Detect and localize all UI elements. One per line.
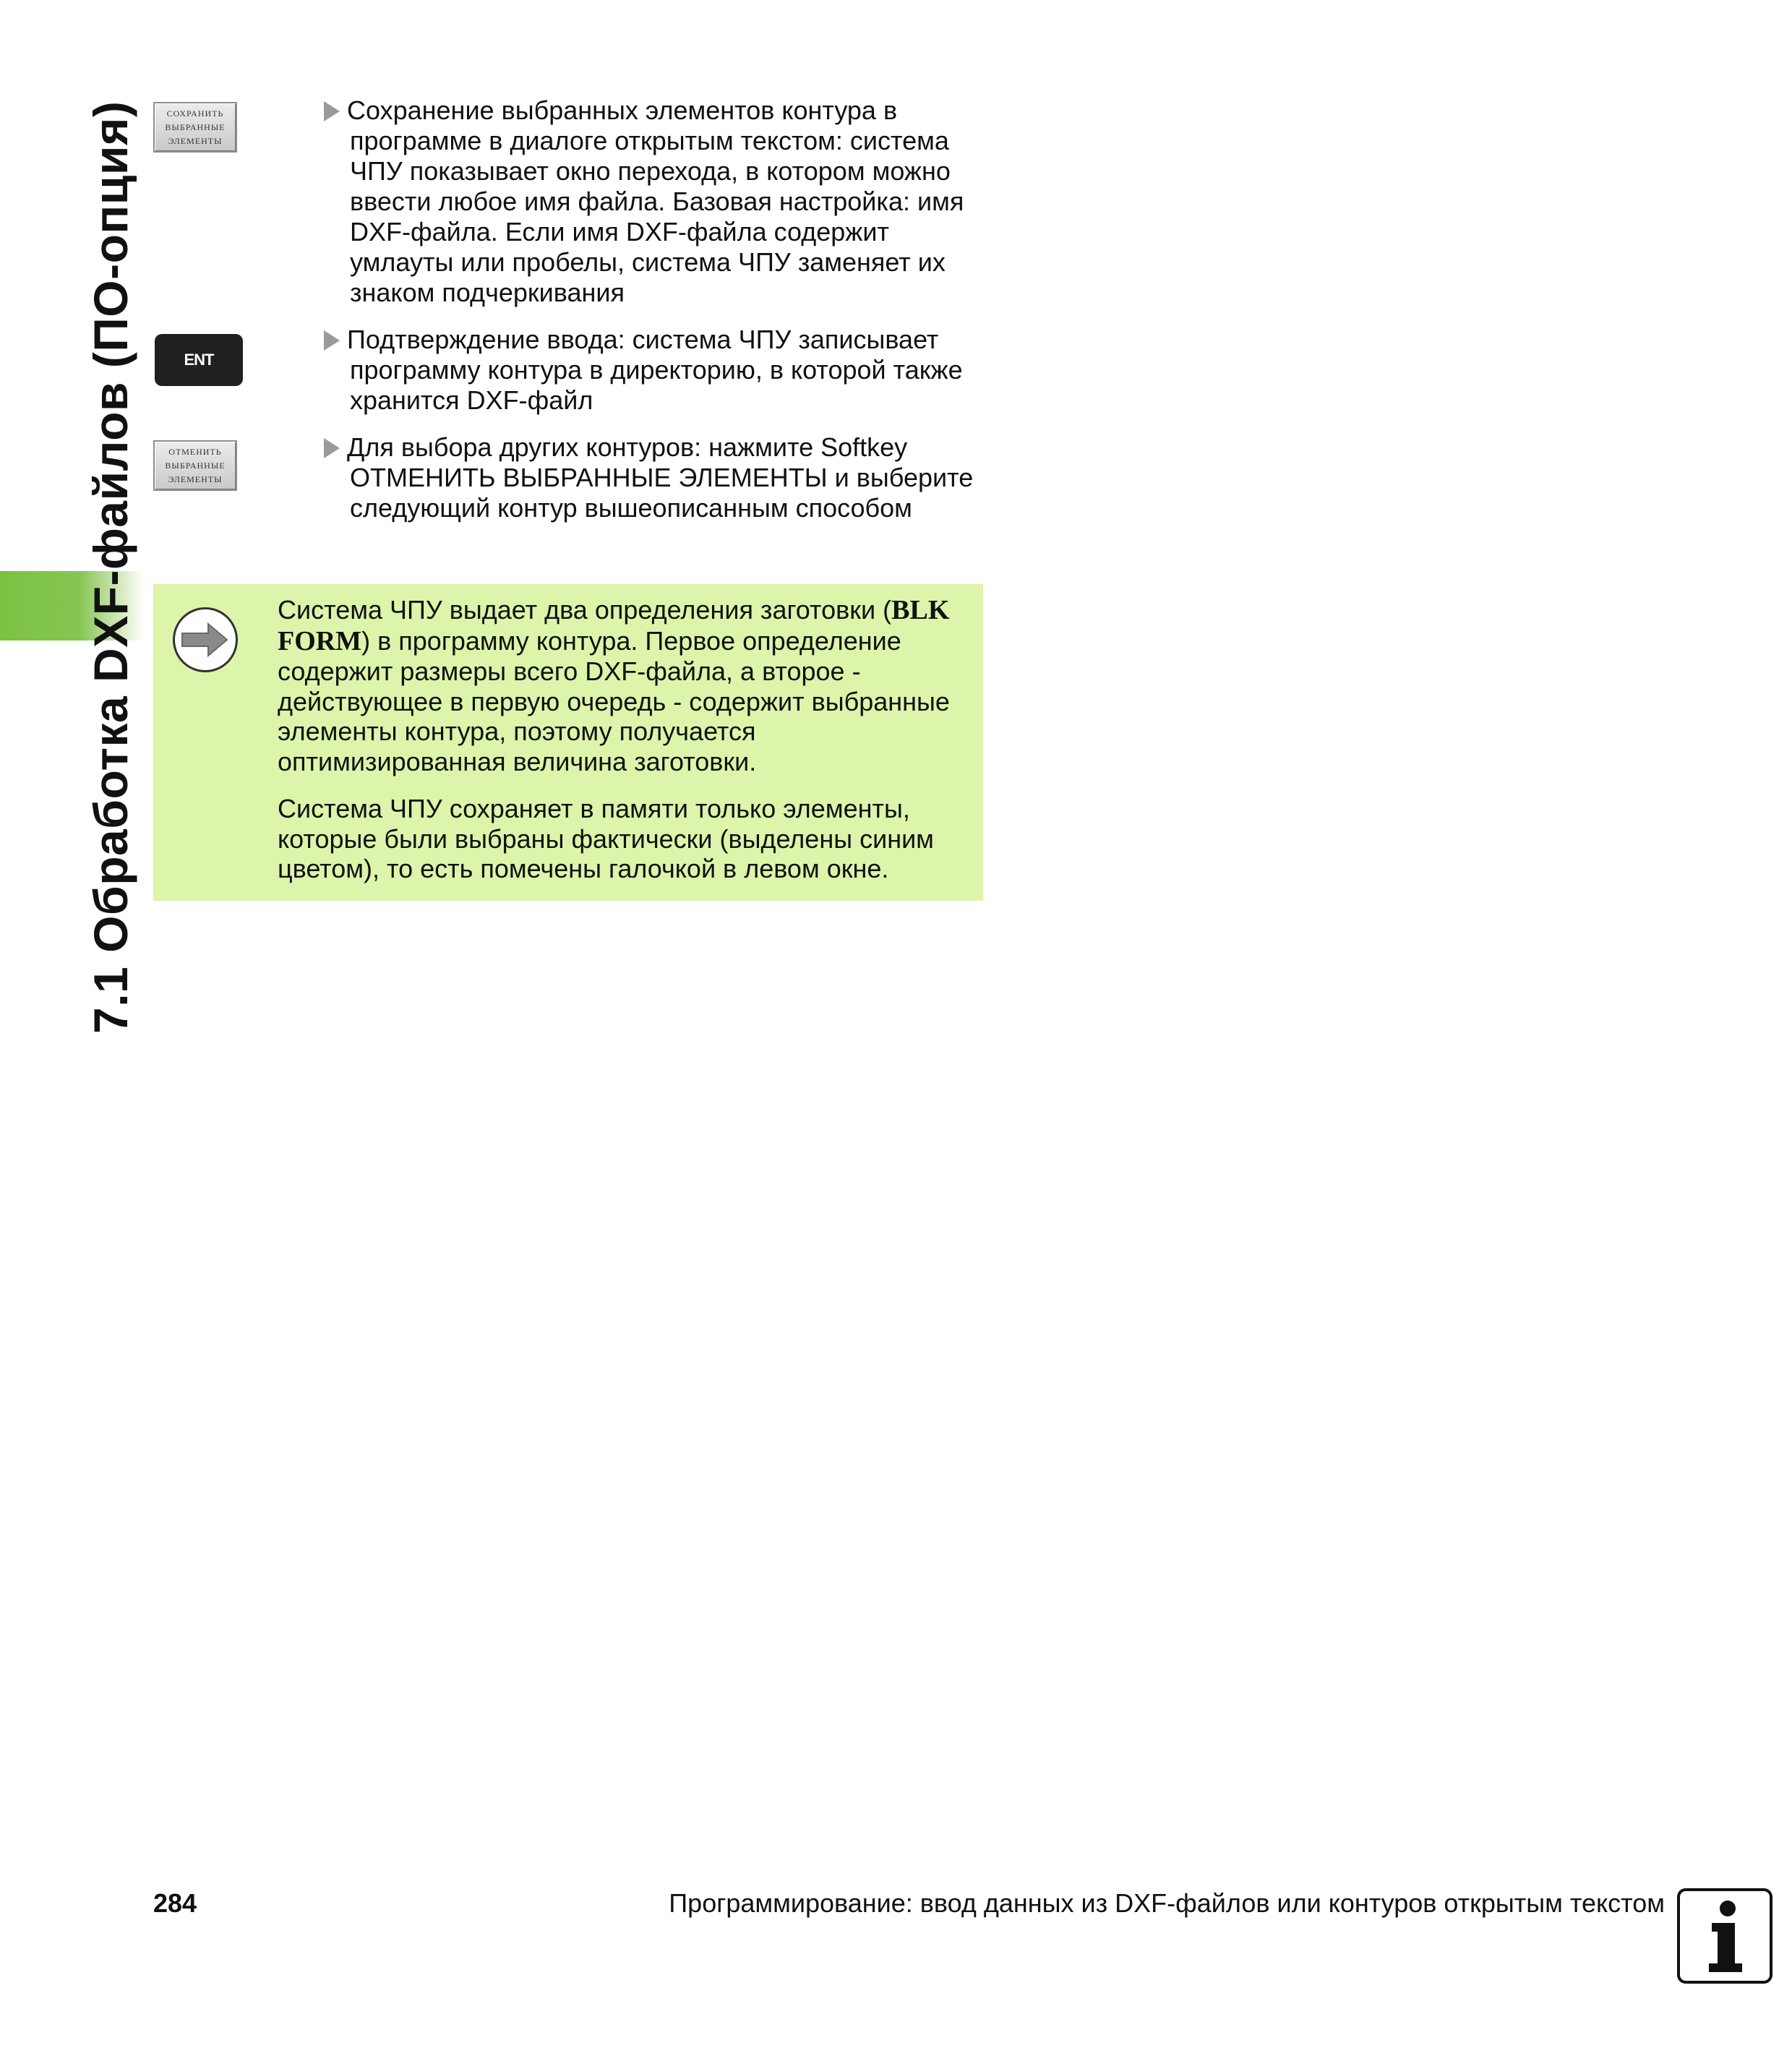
bullet-first-line: Подтверждение ввода: система ЧПУ записывает bbox=[347, 325, 939, 354]
softkey-label-line: ЭЛЕМЕНТЫ bbox=[168, 474, 223, 484]
bullet-first-line: Для выбора других контуров: нажмите Softkey bbox=[347, 432, 908, 462]
footer-chapter-title: Программирование: ввод данных из DXF-файлов или контуров открытым текстом bbox=[669, 1888, 1665, 1918]
bullet-triangle-icon bbox=[324, 438, 340, 458]
blk-form-code: BLK FORM bbox=[278, 595, 950, 656]
chapter-title: 7.1 Обработка DXF-файлов (ПО-опция) bbox=[84, 100, 137, 1034]
bullet-triangle-icon bbox=[324, 101, 340, 121]
bullet-text: программу контура в директорию, в которой также хранится DXF-файл bbox=[350, 355, 963, 415]
softkey-label-line: СОХРАНИТЬ bbox=[166, 108, 224, 119]
arrow-right-icon bbox=[173, 607, 238, 672]
note-box bbox=[153, 584, 983, 901]
bullet-text: ОТМЕНИТЬ ВЫБРАННЫЕ ЭЛЕМЕНТЫ и выберите следующий контур вышеописанным способом bbox=[350, 463, 974, 523]
note-text: ) в программу контура. Первое определение содержит размеры всего DXF-файла, а второе - действующее в первую очередь - содержит выбранные элементы контура, поэтому получается оптимизированная величина заготовки. bbox=[278, 625, 950, 776]
ent-key[interactable] bbox=[155, 334, 243, 386]
softkey-label-line: ЭЛЕМЕНТЫ bbox=[168, 135, 223, 146]
bullet-confirm-input bbox=[324, 325, 989, 416]
softkey-label-line: ВЫБРАННЫЕ bbox=[165, 460, 226, 471]
bullet-triangle-icon bbox=[324, 330, 340, 351]
softkey-label-line: ОТМЕНИТЬ bbox=[168, 446, 222, 457]
bullet-save-contour bbox=[324, 95, 989, 308]
note-text: Система ЧПУ выдает два определения заготовки ( bbox=[278, 595, 892, 625]
chapter-title-column bbox=[0, 0, 145, 1055]
save-selected-elements-softkey[interactable] bbox=[153, 102, 237, 153]
note-paragraph-1 bbox=[278, 595, 972, 776]
ent-key-label: ENT bbox=[184, 351, 214, 369]
cancel-selected-elements-softkey[interactable] bbox=[153, 440, 237, 491]
page-number: 284 bbox=[153, 1888, 197, 1918]
bullet-select-other-contours bbox=[324, 432, 989, 523]
bullet-first-line: Сохранение выбранных элементов контура в bbox=[347, 95, 898, 125]
bullet-text: программе в диалоге открытым текстом: система ЧПУ показывает окно перехода, в котором можно ввести любое имя файла. Базовая настройка: имя DXF-файла. Если имя DXF-файла содержит умлауты или пробелы, система ЧПУ заменяет их знаком подчеркивания bbox=[350, 126, 964, 307]
info-icon bbox=[1677, 1888, 1772, 1984]
softkey-label-line: ВЫБРАННЫЕ bbox=[165, 121, 226, 132]
note-paragraph-2: Система ЧПУ сохраняет в памяти только элементы, которые были выбраны фактически (выделены синим цветом), то есть помечены галочкой в левом окне. bbox=[278, 794, 934, 883]
